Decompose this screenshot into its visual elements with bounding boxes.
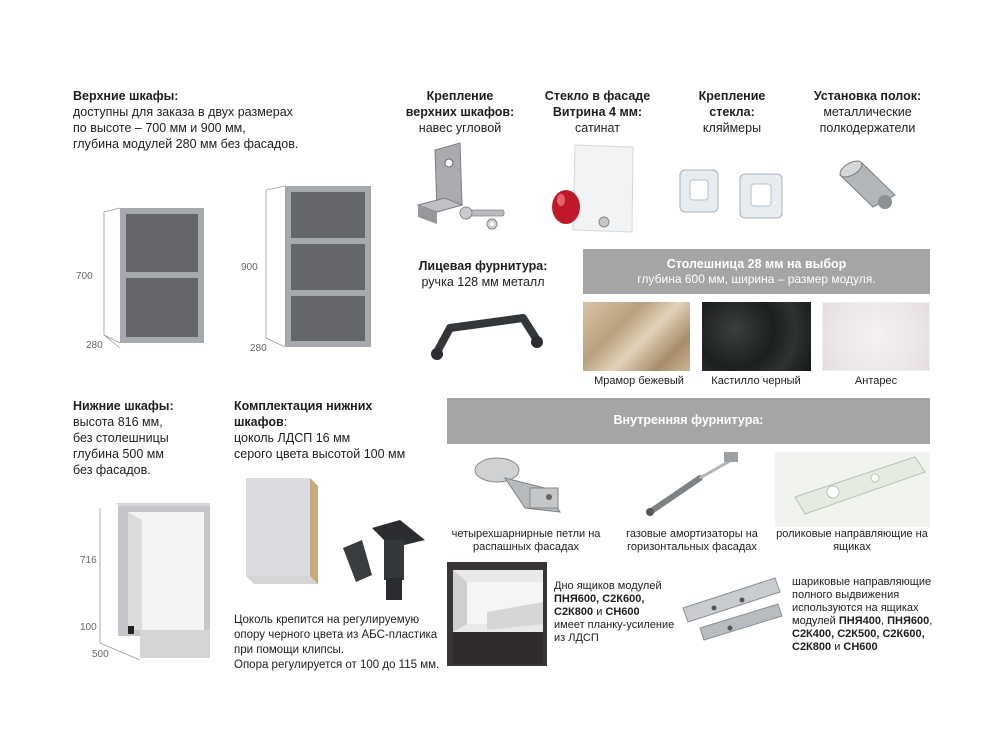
- kit-note: [234, 613, 444, 673]
- upper-line-3: глубина модулей 280 мм без фасадов.: [73, 137, 299, 151]
- roller-slides-image: [775, 452, 930, 527]
- upper-line-2: по высоте – 700 мм и 900 мм,: [73, 121, 246, 135]
- lower-dim-height: 716: [80, 555, 97, 566]
- swatch-antares: [822, 302, 930, 371]
- ball-l2: полного выдвижения: [792, 589, 900, 601]
- drawer-bottom-l4: имеет планку-усиление: [554, 619, 675, 631]
- drawer-bottom-l5: из ЛДСП: [554, 632, 599, 644]
- upper-cab1-depth: 280: [86, 340, 103, 351]
- lower-line-4: без фасадов.: [73, 463, 151, 477]
- swatch-marble-beige: [583, 302, 690, 371]
- hinges-line-1: четырехшарнирные петли на: [451, 528, 601, 540]
- glass-mount-title-2: стекла:: [709, 105, 755, 119]
- ball-l4b: ПНЯ400: [838, 615, 881, 627]
- rollers-text: [772, 528, 932, 554]
- upper-cabinets-text: [73, 88, 373, 152]
- hinges-line-2: распашных фасадах: [473, 541, 579, 553]
- lower-cabinets-title: Нижние шкафы:: [73, 399, 174, 413]
- handle-text: [408, 258, 558, 290]
- ball-l5: С2К400, С2К500, С2К600,: [792, 628, 925, 640]
- drawer-bottom-l3b: и: [593, 606, 606, 618]
- roller-slides-drawing: [775, 452, 776, 453]
- shelf-desc-2: полкодержатели: [819, 121, 916, 135]
- kit-line-2: серого цвета высотой 100 мм: [234, 447, 406, 461]
- swatch-label-antares: Антарес: [854, 375, 898, 387]
- mount-title-1: Крепление: [426, 89, 494, 103]
- rollers-line-1: роликовые направляющие на: [776, 528, 928, 540]
- ball-l4d: ПНЯ600: [887, 615, 930, 627]
- kit-note-1: Цоколь крепится на регулируемую: [234, 614, 420, 626]
- handle-desc: ручка 128 мм металл: [421, 275, 545, 289]
- drawer-bottom-l1: Дно ящиков модулей: [554, 580, 662, 592]
- ball-l1: шариковые направляющие: [792, 576, 932, 588]
- drawer-bottom-l3c: СН600: [605, 606, 640, 618]
- gas-text: [612, 528, 772, 554]
- kit-note-2: опору черного цвета из АБС-пластика: [234, 629, 438, 641]
- upper-cabinets-title: Верхние шкафы:: [73, 89, 179, 103]
- glass-mount-text: [672, 88, 792, 136]
- lower-dim-plinth: 100: [80, 622, 97, 633]
- upper-cab1-height: 700: [76, 271, 93, 282]
- internal-title: Внутренняя фурнитура:: [613, 413, 764, 427]
- shelf-title: Установка полок:: [813, 89, 922, 103]
- ball-l6b: и: [831, 641, 844, 653]
- kit-text: [234, 398, 434, 462]
- kit-title-1: Комплектация нижних: [234, 399, 373, 413]
- shelf-desc-1: металлические: [823, 105, 912, 119]
- ball-l6c: СН600: [843, 641, 878, 653]
- worktop-banner: [583, 249, 930, 294]
- upper-cab2-height: 900: [241, 262, 258, 273]
- drawer-photo: [447, 562, 547, 666]
- upper-line-1: доступны для заказа в двух размерах: [73, 105, 293, 119]
- gas-line-2: горизонтальных фасадах: [627, 541, 757, 553]
- mount-title-2: верхних шкафов:: [405, 105, 515, 119]
- drawer-bottom-l2: ПНЯ600, С2К600,: [554, 593, 645, 605]
- ball-slides-text: [792, 576, 937, 654]
- mount-desc: навес угловой: [418, 121, 502, 135]
- ball-l3: используются на ящиках: [792, 602, 919, 614]
- kit-title-suffix: :: [283, 415, 288, 429]
- upper-cab2-depth: 280: [250, 343, 267, 354]
- swatch-label-marble: Мрамор бежевый: [594, 375, 684, 387]
- kit-note-3: при помощи клипсы.: [234, 644, 344, 656]
- glass-title-2: Витрина 4 мм:: [552, 105, 643, 119]
- internal-banner: [447, 398, 930, 444]
- drawer-bottom-l3a: С2К800: [554, 606, 594, 618]
- kit-note-4: Опора регулируется от 100 до 115 мм.: [234, 659, 440, 671]
- lower-line-3: глубина 500 мм: [73, 447, 164, 461]
- ball-l6a: С2К800: [792, 641, 832, 653]
- glass-desc: сатинат: [575, 121, 620, 135]
- mount-text: [395, 88, 525, 136]
- worktop-subtitle: глубина 600 мм, ширина – размер модуля.: [637, 272, 876, 286]
- glass-title-1: Стекло в фасаде: [544, 89, 651, 103]
- rollers-line-2: ящиках: [833, 541, 871, 553]
- ball-l4e: ,: [929, 615, 933, 627]
- swatch-label-castillo: Кастилло черный: [711, 375, 801, 387]
- ball-slides-image: [0, 0, 1, 1]
- drawer-bottom-text: [554, 580, 694, 645]
- shelf-text: [800, 88, 935, 136]
- glass-mount-desc: кляймеры: [702, 121, 762, 135]
- glass-mount-title-1: Крепление: [698, 89, 766, 103]
- handle-title: Лицевая фурнитура:: [418, 259, 548, 273]
- worktop-title: Столешница 28 мм на выбор: [666, 257, 847, 271]
- lower-dim-depth: 500: [92, 649, 109, 660]
- kit-line-1: цоколь ЛДСП 16 мм: [234, 431, 351, 445]
- gas-line-1: газовые амортизаторы на: [626, 528, 758, 540]
- ball-l4a: модулей: [792, 615, 839, 627]
- glass-text: [530, 88, 665, 136]
- lower-line-2: без столешницы: [73, 431, 169, 445]
- kit-title-2: шкафов: [234, 415, 284, 429]
- drawer-photo-drawing: [447, 562, 448, 563]
- ball-l4c: ,: [880, 615, 888, 627]
- lower-cabinets-text: [73, 398, 223, 478]
- hinges-text: [446, 528, 606, 554]
- swatch-castillo-black: [702, 302, 811, 371]
- lower-line-1: высота 816 мм,: [73, 415, 163, 429]
